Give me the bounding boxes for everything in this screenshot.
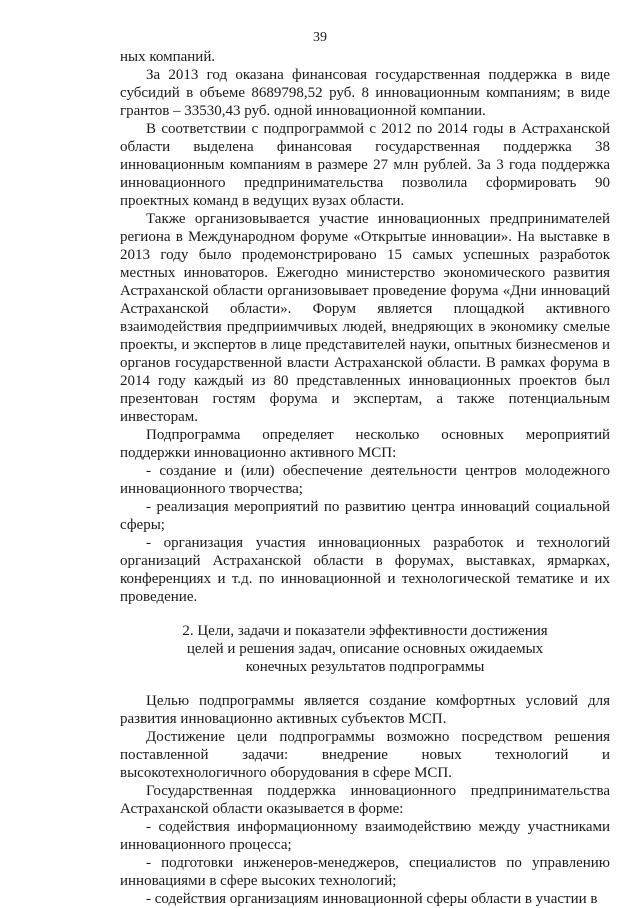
list-item: - содействия информационному взаимодействию между участниками инновационного процесса; bbox=[120, 819, 610, 853]
section-heading bbox=[120, 622, 610, 676]
paragraph: В соответствии с подпрограммой с 2012 по 2014 годы в Астраханской области выделена финансовая государственная поддержка 38 инновационным компаниям в размере 27 млн рублей. За 3 года поддержка инновационного предпринимательства позволила сформировать 90 проектных команд в ведущих вузах области. bbox=[120, 121, 610, 209]
paragraph: ных компаний. bbox=[120, 49, 216, 65]
section-heading-line: целей и решения задач, описание основных ожидаемых bbox=[186, 641, 544, 657]
section-heading-line: 2. Цели, задачи и показатели эффективности достижения bbox=[182, 623, 548, 639]
paragraph: За 2013 год оказана финансовая государственная поддержка в виде субсидий в объеме 8689798,52 руб. 8 инновационным компаниям; в виде грантов – 33530,43 руб. одной инновационной компании. bbox=[120, 67, 610, 119]
page-content bbox=[120, 48, 610, 908]
body-text-bottom bbox=[120, 692, 610, 908]
list-item: - подготовки инженеров-менеджеров, специалистов по управлению инновациями в сфере высоких технологий; bbox=[120, 855, 610, 889]
list-item: - реализация мероприятий по развитию центра инноваций социальной сферы; bbox=[120, 499, 610, 533]
paragraph: Также организовывается участие инновационных предпринимателей региона в Международном форуме «Открытые инновации». На выставке в 2013 году было продемонстрировано 15 самых успешных разработок местных инноваторов. Ежегодно министерство экономического развития Астраханской области организовывает проведение форума «Дни инноваций Астраханской области». Форум является площадкой активного взаимодействия предприимчивых людей, внедряющих в экономику смелые проекты, и экспертов в лице представителей науки, опытных бизнесменов и органов государственной власти Астраханской области. В рамках форума в 2014 году каждый из 80 представленных инновационных проектов был презентован гостям форума и экспертам, а также потенциальным инвесторам. bbox=[120, 211, 610, 425]
list-item: - организация участия инновационных разработок и технологий организаций Астраханской области в форумах, выставках, ярмарках, конференциях и т.д. по инновационной и технологической тематике и их проведение. bbox=[120, 535, 610, 605]
paragraph: Подпрограмма определяет несколько основных мероприятий поддержки инновационно активного МСП: bbox=[120, 427, 610, 461]
paragraph: Достижение цели подпрограммы возможно посредством решения поставленной задачи: внедрение новых технологий и высокотехнологичного оборудования в сфере МСП. bbox=[120, 729, 610, 781]
paragraph: Государственная поддержка инновационного предпринимательства Астраханской области оказывается в форме: bbox=[120, 783, 610, 817]
body-text-top bbox=[120, 48, 610, 606]
section-heading-line: конечных результатов подпрограммы bbox=[245, 659, 485, 675]
list-item: - содействия организациям инновационной сферы области в участии в bbox=[146, 891, 598, 907]
paragraph: Целью подпрограммы является создание комфортных условий для развития инновационно активных субъектов МСП. bbox=[120, 693, 610, 727]
list-item: - создание и (или) обеспечение деятельности центров молодежного инновационного творчества; bbox=[120, 463, 610, 497]
page-number: 39 bbox=[313, 30, 327, 45]
